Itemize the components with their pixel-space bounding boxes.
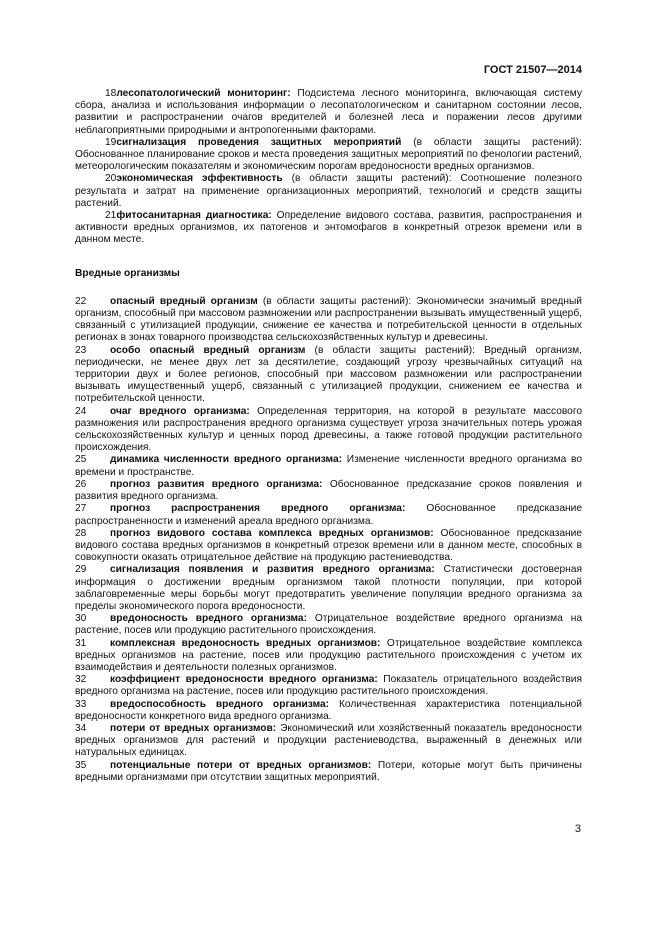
standard-header: ГОСТ 21507—2014 xyxy=(483,64,582,76)
entry-number: 34 xyxy=(75,722,87,734)
term-entry-33 xyxy=(75,699,582,723)
entry-definition: (в области защиты растений): Вредный организм, периодически, не менее двух лет за десятилетие, создающий угрозу чрезвычайных ситуаций на территории двух и более регионов, способный при массовом размножении или распространении вызывать имущественный ущерб, связанный с утилизацией продукции, снижением ее качества и потребительской ценности. xyxy=(75,344,582,405)
entry-term: коэффициент вредоносности вредного организма: xyxy=(110,674,378,686)
entry-term: комплексная вредоносность вредных организмов: xyxy=(110,637,381,649)
entry-definition: Подсистема лесного мониторинга, включающая систему сбора, анализа и использования информации о лесопатологическом и санитарном состоянии лесов, развитии и распространении очагов вредителей и болезней леса и поражении лесов другими неблагоприятными природными и антропогенными факторами. xyxy=(75,88,582,136)
entry-term: прогноз видового состава комплекса вредных организмов: xyxy=(110,527,434,539)
entry-term: фитосанитарная диагностика: xyxy=(116,210,272,222)
entry-number: 21 xyxy=(105,210,117,222)
term-entry-31 xyxy=(75,638,582,675)
entry-definition: Определенная территория, на которой в результате массового размножения или распространения вредного организма существует угроза значительных потерь урожая сельскохозяйственных культур и ценных пород древесины, а также готовой продукции растительного происхождения. xyxy=(75,405,582,454)
entry-number: 35 xyxy=(75,759,87,771)
term-entry-20 xyxy=(75,173,582,210)
term-entry-19 xyxy=(75,137,582,174)
entry-term: очаг вредного организма: xyxy=(110,405,250,417)
entry-definition: Обоснованное предсказание распространенности и изменений ареала вредного организма. xyxy=(75,503,582,527)
entry-term: потенциальные потери от вредных организмов: xyxy=(110,759,372,771)
entry-term: сигнализация проведения защитных мероприятий xyxy=(116,136,402,148)
entry-number: 24 xyxy=(75,405,87,417)
entry-number: 28 xyxy=(75,527,87,539)
entry-number: 18 xyxy=(105,88,117,99)
entry-term: прогноз развития вредного организма: xyxy=(110,478,323,490)
section-title: Вредные организмы xyxy=(75,267,180,279)
entry-number: 20 xyxy=(105,173,117,185)
entry-number: 32 xyxy=(75,674,87,686)
entry-number: 19 xyxy=(105,136,117,148)
entry-definition: Статистически достоверная информация о достижении вредным организмом такой плотности популяции, при которой заблаговременные меры борьбы могут предотвратить увеличение популяции вредного организма за пределы экономического порога вредоносности. xyxy=(75,564,582,612)
entry-definition: Определение видового состава, развития, распространения и активности вредных организмов, их патогенов и энтомофагов в конкретный отрезок времени или в данном месте. xyxy=(75,210,582,246)
entry-number: 26 xyxy=(75,478,87,490)
entry-term: потери от вредных организмов: xyxy=(110,722,277,734)
entry-definition: Обоснованное предсказание видового состава вредных организмов в конкретный отрезок времени или в данном месте, способных в совокупности оказать отрицательное действие на продукцию растениеводства. xyxy=(75,527,583,564)
entry-term: вредоносность вредного организма: xyxy=(110,613,307,625)
entry-definition: Обоснованное предсказание сроков появления и развития вредного организма. xyxy=(75,478,582,503)
top-entries xyxy=(75,88,582,247)
term-entry-27 xyxy=(75,503,582,527)
term-entry-32 xyxy=(75,674,582,698)
entry-definition: Экономический или хозяйственный показатель вредоносности вредных организмов для растений и продукции растениеводства, выраженный в денежных или натуральных единицах. xyxy=(75,722,582,759)
entry-term: лесопатологический мониторинг: xyxy=(116,88,291,99)
entry-number: 29 xyxy=(75,564,87,576)
entry-number: 27 xyxy=(75,503,87,515)
entry-number: 31 xyxy=(75,637,87,649)
entry-definition: (в области защиты растений): Экономически значимый вредный организм, способный при массовом размножении или распространении вызывать имущественный ущерб, связанный с утилизацией продукции, снижение ее качества и потребительской ценности в отдельных регионах в зонах товарного производства сельскохозяйственных культур и древесины. xyxy=(75,295,582,344)
entry-number: 33 xyxy=(75,698,87,710)
entry-definition: Изменение численности вредного организма во времени и пространстве. xyxy=(75,454,582,478)
term-entry-22 xyxy=(75,296,582,345)
entry-definition: (в области защиты растений): Соотношение полезного результата и затрат на применение организационных мероприятий, технологий и средств защиты растений. xyxy=(75,173,582,209)
document-body xyxy=(75,88,582,784)
entry-definition: Показатель отрицательного воздействия вредного организма на растение, посев или продукцию растительного происхождения. xyxy=(75,674,582,698)
entry-definition: (в области защиты растений): Обоснованное планирование сроков и места проведения защитных мероприятий по фенологии растений, метеорологическим показателям и экономическим порогам вредоносности вредных организмов. xyxy=(75,136,582,173)
entry-number: 23 xyxy=(75,344,87,356)
entry-term: вредоспособность вредного организма: xyxy=(110,698,330,710)
entry-number: 25 xyxy=(75,454,87,466)
term-entry-28 xyxy=(75,528,582,565)
term-entry-30 xyxy=(75,613,582,637)
term-entry-34 xyxy=(75,723,582,760)
term-entry-21 xyxy=(75,210,582,247)
entry-term: прогноз распространения вредного организма: xyxy=(110,503,406,515)
term-entry-25 xyxy=(75,454,582,478)
entry-term: сигнализация появления и развития вредного организма: xyxy=(110,564,435,576)
entry-term: особо опасный вредный организм xyxy=(110,344,306,356)
term-entry-26 xyxy=(75,479,582,503)
entry-number: 30 xyxy=(75,613,87,625)
page-number: 3 xyxy=(574,823,581,835)
term-entry-23 xyxy=(75,345,582,406)
entry-number: 22 xyxy=(75,295,87,307)
term-entry-24 xyxy=(75,406,582,455)
term-entry-18 xyxy=(75,88,582,137)
entry-definition: Количественная характеристика потенциальной вредоносности конкретного вида вредного организма. xyxy=(75,698,582,722)
term-entry-35 xyxy=(75,760,582,784)
term-entry-29 xyxy=(75,564,582,613)
entry-definition: Отрицательное воздействие комплекса вредных организмов на растение, посев или продукцию растительного происхождения с учетом их взаимодействия и деятельности полезных организмов. xyxy=(75,637,582,673)
entry-definition: Отрицательное воздействие вредного организма на растение, посев или продукцию растительного происхождения. xyxy=(75,613,582,637)
entry-term: опасный вредный организм xyxy=(110,295,258,307)
entry-term: экономическая эффективность xyxy=(116,173,283,185)
entry-term: динамика численности вредного организма: xyxy=(110,454,343,466)
section-entries xyxy=(75,296,582,784)
entry-definition: Потери, которые могут быть причинены вредными организмами при отсутствии защитных мероприятий. xyxy=(75,759,582,783)
